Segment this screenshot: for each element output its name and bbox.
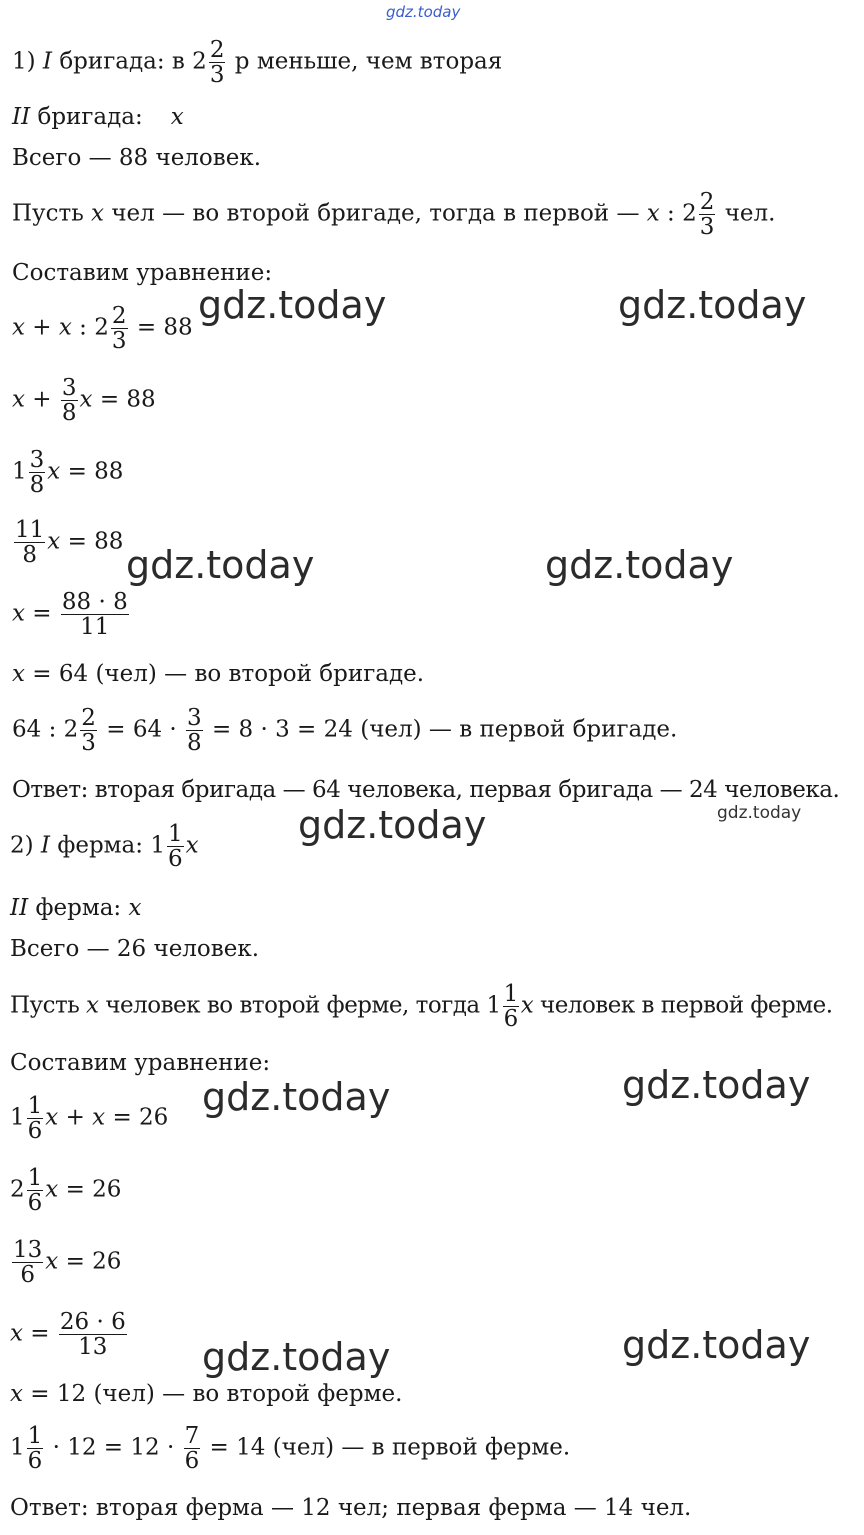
fraction: $\frac{88 \cdot 8}{11}$	[61, 589, 128, 641]
watermark: gdz.today	[622, 1063, 811, 1107]
part2-let: Пусть x человек во второй ферме, тогда 1 $\frac{1}{6}$ x человек в первой ферме.	[10, 981, 833, 1033]
fraction: $\frac{11}{8}$	[15, 517, 45, 569]
part2-eq2: 2 $\frac{1}{6}$ x = 26	[10, 1165, 122, 1217]
part2-eq5: x = 12 (чел) — во второй ферме.	[10, 1381, 403, 1407]
part2-eq4: x = $\frac{26 \cdot 6}{13}$	[10, 1309, 126, 1361]
part1-eq5: x = $\frac{88 \cdot 8}{11}$	[12, 589, 128, 641]
watermark: gdz.today	[198, 283, 387, 327]
fraction: $\frac{1}{6}$	[27, 1093, 43, 1145]
part1-eq1: x + x : 2 $\frac{2}{3}$ = 88	[12, 303, 193, 355]
part1-eq6: x = 64 (чел) — во второй бригаде.	[12, 661, 425, 687]
fraction: $\frac{1}{6}$	[27, 1423, 43, 1475]
watermark: gdz.today	[622, 1323, 811, 1367]
part1-second-brigade: II бригада: x	[12, 104, 184, 130]
fraction: $\frac{1}{6}$	[167, 821, 183, 873]
fraction: $\frac{1}{6}$	[503, 981, 518, 1033]
fraction: $\frac{13}{6}$	[13, 1237, 43, 1289]
part1-eq2: x + $\frac{3}{8}$ x = 88	[12, 375, 156, 427]
part1-eq7: 64 : 2 $\frac{2}{3}$ = 64 · $\frac{3}{8}$ = 8 · 3 = 24 (чел) — в первой бригаде.	[12, 705, 678, 757]
part2-answer: Ответ: вторая ферма — 12 чел; первая ферма — 14 чел.	[10, 1495, 692, 1521]
part1-eq3: 1 $\frac{3}{8}$ x = 88	[12, 447, 124, 499]
watermark: gdz.today	[618, 283, 807, 327]
fraction: $\frac{3}{8}$	[187, 705, 202, 757]
fraction: $\frac{26 \cdot 6}{13}$	[59, 1309, 126, 1361]
part2-eq3: $\frac{13}{6}$ x = 26	[13, 1237, 122, 1289]
fraction: $\frac{2}{3}$	[209, 37, 225, 89]
watermark-top: gdz.today	[386, 3, 461, 21]
part2-statement: 2) I ферма: 1 $\frac{1}{6}$ x	[10, 821, 199, 873]
watermark: gdz.today	[202, 1075, 391, 1119]
part1-answer: Ответ: вторая бригада — 64 человека, первая бригада — 24 человека.	[12, 777, 840, 803]
part1-let: Пусть x чел — во второй бригаде, тогда в первой — x : 2 $\frac{2}{3}$ чел.	[12, 189, 776, 241]
fraction: $\frac{2}{3}$	[699, 189, 715, 241]
fraction: $\frac{2}{3}$	[111, 303, 127, 355]
part1-statement: 1) I бригада: в 2 $\frac{2}{3}$ р меньше, чем вторая	[12, 37, 503, 89]
fraction: $\frac{1}{6}$	[27, 1165, 43, 1217]
part1-total: Всего — 88 человек.	[12, 145, 262, 171]
watermark-small: gdz.today	[717, 803, 802, 823]
part1-eq4: $\frac{11}{8}$ x = 88	[15, 517, 124, 569]
fraction: $\frac{7}{6}$	[184, 1423, 200, 1475]
fraction: $\frac{2}{3}$	[81, 705, 96, 757]
part1-compose: Составим уравнение:	[12, 260, 273, 286]
part2-compose: Составим уравнение:	[10, 1050, 271, 1076]
watermark: gdz.today	[545, 543, 734, 587]
fraction: $\frac{3}{8}$	[61, 375, 77, 427]
part2-second-farm: II ферма: x	[10, 895, 142, 921]
watermark: gdz.today	[202, 1335, 391, 1379]
part2-eq1: 1 $\frac{1}{6}$ x + x = 26	[10, 1093, 169, 1145]
part2-eq6: 1 $\frac{1}{6}$ · 12 = 12 · $\frac{7}{6}$ = 14 (чел) — в первой ферме.	[10, 1423, 571, 1475]
part2-total: Всего — 26 человек.	[10, 936, 260, 962]
watermark: gdz.today	[298, 803, 487, 847]
fraction: $\frac{3}{8}$	[29, 447, 45, 499]
watermark: gdz.today	[126, 543, 315, 587]
